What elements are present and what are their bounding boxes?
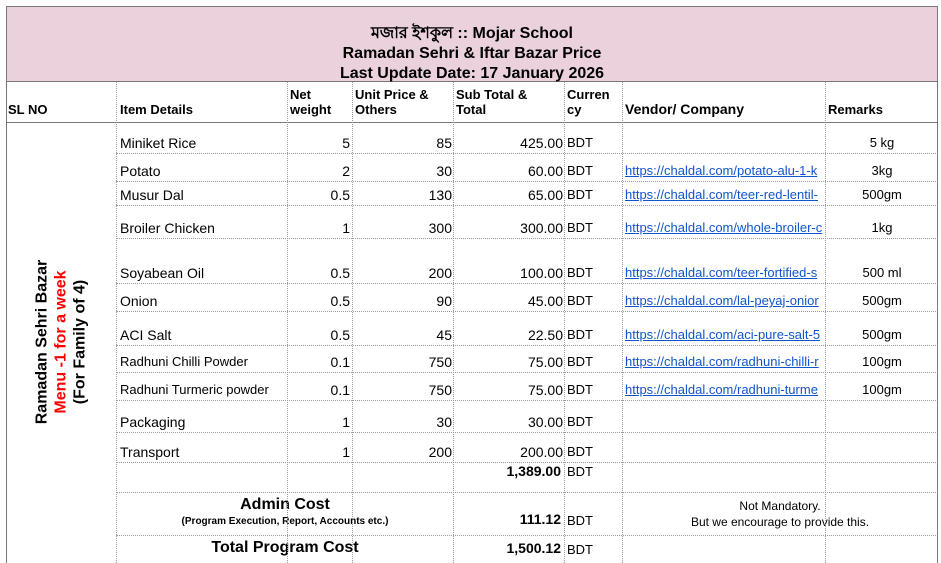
admin-cost-sublabel: (Program Execution, Report, Accounts etc.) [181,516,389,527]
grid-line [116,492,938,493]
currency: BDT [567,135,593,150]
vendor-link[interactable]: https://chaldal.com/teer-red-lentil- [625,187,818,202]
header-sub-total: Sub Total & Total [456,87,528,117]
remarks: 100gm [862,354,902,369]
net-weight: 0.5 [330,293,350,309]
admin-cost-label: Admin Cost [240,496,330,513]
sheet-subtitle: Ramadan Sehri & Iftar Bazar Price [342,45,602,62]
unit-price: 90 [436,293,452,309]
vendor-link[interactable]: https://chaldal.com/radhuni-chilli-r [625,354,819,369]
remarks: 5 kg [869,135,895,150]
vendor-link[interactable]: https://chaldal.com/aci-pure-salt-5 [625,327,821,342]
grid-line [453,82,454,563]
section-label [6,122,116,563]
grid-line [116,400,938,401]
unit-price: 85 [436,135,452,151]
net-weight: 0.5 [330,327,350,343]
grid-line [116,462,938,463]
currency: BDT [567,220,593,235]
item-name: Packaging [120,414,186,430]
remarks: 100gm [862,382,902,397]
item-name: Broiler Chicken [120,220,215,236]
spreadsheet [6,6,938,563]
grid-line [287,82,288,563]
vendor-link[interactable]: https://chaldal.com/whole-broiler-c [625,220,823,235]
admin-cost-note: Not Mandatory. But we encourage to provide this. [690,499,870,529]
unit-price: 300 [428,220,452,236]
header-sl-no: SL NO [8,102,48,117]
grid-line [564,82,565,563]
grid-line [116,238,938,239]
vendor-link[interactable]: https://chaldal.com/lal-peyaj-onior [625,293,819,308]
unit-price: 30 [436,414,452,430]
currency: BDT [567,354,593,369]
currency: BDT [567,163,593,178]
sub-total: 60.00 [527,163,563,179]
vendor-link[interactable]: https://chaldal.com/teer-fortified-s [625,265,818,280]
grid-line [116,372,938,373]
section-label-line3: (For Family of 4) [71,279,89,405]
grid-line [116,153,938,154]
grid-line [116,345,938,346]
net-weight: 5 [342,135,350,151]
net-weight: 1 [342,444,350,460]
currency: BDT [567,327,593,342]
item-name: Miniket Rice [120,135,197,151]
items-subtotal: 1,389.00 [506,463,561,479]
net-weight: 1 [342,414,350,430]
grid-line [6,122,938,123]
sub-total: 425.00 [520,135,563,151]
grid-line [116,535,938,536]
grid-line [6,82,7,563]
unit-price: 45 [436,327,452,343]
item-name: Potato [120,163,161,179]
school-title: মজার ইশকুল :: Mojar School [371,25,573,42]
header-vendor: Vendor/ Company [625,102,745,117]
remarks: 500 ml [862,265,902,280]
total-program-cost-value: 1,500.12 [506,540,561,556]
section-label-line2: Menu -1 for a week [52,270,70,414]
admin-cost-currency: BDT [567,513,593,528]
currency: BDT [567,414,593,429]
unit-price: 200 [428,444,452,460]
currency: BDT [567,382,593,397]
unit-price: 750 [428,354,452,370]
sub-total: 75.00 [527,354,563,370]
sub-total: 100.00 [520,265,563,281]
unit-price: 750 [428,382,452,398]
vendor-link[interactable]: https://chaldal.com/potato-alu-1-k [625,163,818,178]
sub-total: 200.00 [520,444,563,460]
remarks: 500gm [862,187,902,202]
sub-total: 22.50 [527,327,563,343]
total-program-cost-currency: BDT [567,542,593,557]
net-weight: 1 [342,220,350,236]
unit-price: 30 [436,163,452,179]
currency: BDT [567,187,593,202]
remarks: 1kg [871,220,893,235]
header-unit-price: Unit Price & Others [355,87,429,117]
sub-total: 75.00 [527,382,563,398]
grid-line [352,82,353,563]
header-item-details: Item Details [120,102,193,117]
vendor-link[interactable]: https://chaldal.com/radhuni-turme [625,382,818,397]
grid-line [116,432,938,433]
item-name: Transport [120,444,180,460]
item-name: Radhuni Chilli Powder [120,354,248,369]
net-weight: 0.1 [330,382,350,398]
sub-total: 45.00 [527,293,563,309]
sub-total: 30.00 [527,414,563,430]
grid-line [937,82,938,563]
header-net-weight: Net weight [290,87,332,117]
item-name: Musur Dal [120,187,184,203]
sub-total: 300.00 [520,220,563,236]
item-name: ACI Salt [120,327,172,343]
admin-cost-value: 111.12 [519,511,561,527]
currency: BDT [567,265,593,280]
item-name: Radhuni Turmeric powder [120,382,269,397]
grid-line [116,311,938,312]
currency: BDT [567,444,593,459]
unit-price: 200 [428,265,452,281]
items-subtotal-currency: BDT [567,464,593,479]
grid-line [116,205,938,206]
remarks: 3kg [871,163,893,178]
net-weight: 0.1 [330,354,350,370]
grid-line [116,181,938,182]
grid-line [116,82,117,563]
grid-line [116,283,938,284]
sub-total: 65.00 [527,187,563,203]
unit-price: 130 [428,187,452,203]
net-weight: 0.5 [330,187,350,203]
net-weight: 0.5 [330,265,350,281]
section-label-line1: Ramadan Sehri Bazar [33,259,51,425]
net-weight: 2 [342,163,350,179]
currency: BDT [567,293,593,308]
remarks: 500gm [862,327,902,342]
header-currency: Curren cy [567,87,610,117]
remarks: 500gm [862,293,902,308]
item-name: Onion [120,293,158,309]
total-program-cost-label: Total Program Cost [211,539,359,556]
grid-line [622,82,623,563]
item-name: Soyabean Oil [120,265,205,281]
header-remarks: Remarks [828,102,883,117]
grid-line [825,82,826,563]
last-update-date: Last Update Date: 17 January 2026 [339,65,605,82]
title-block [6,6,938,82]
